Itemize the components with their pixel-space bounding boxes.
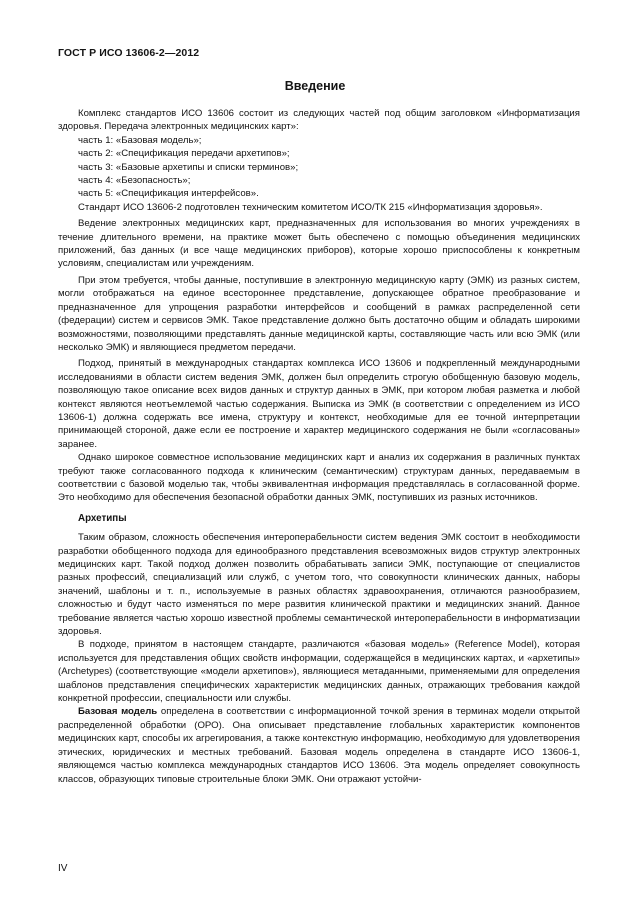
list-item-part-5: часть 5: «Спецификация интерфейсов». bbox=[78, 188, 259, 200]
final-paragraph-text: определена в соответствии с информационной точкой зрения в терминах модели открытой распределенной обработки (ОРО). Она описывает представление глобальных характеристик компонентов медицинских карт, способы их агрегирования, а также контекстную информацию, необходимую для удовлетворения этических, юридических и местных требований. Базовая модель определена в стандарте ИСО 13606-1, являющемся частью комплекса международных стандартов ИСО 13606. Эта модель определяет совокупность классов, образующих типовые строительные блоки ЭМК. Они отражают устойчи- bbox=[58, 706, 580, 785]
paragraph: Стандарт ИСО 13606-2 подготовлен техническим комитетом ИСО/ТК 215 «Информатизация здоровья». bbox=[78, 201, 543, 213]
intro-paragraph: Комплекс стандартов ИСО 13606 состоит из следующих частей под общим заголовком «Информатизация здоровья. Передача электронных медицинских карт»: bbox=[58, 108, 580, 133]
list-item-part-1: часть 1: «Базовая модель»; bbox=[78, 134, 202, 146]
list-item-part-3: часть 3: «Базовые архетипы и списки терминов»; bbox=[78, 161, 299, 173]
section-paragraph: В подходе, принятом в настоящем стандарте, различаются «базовая модель» (Reference Model), которая используется для представления общих свойств информации, содержащейся в медицинских картах, и «архетипы» (Archetypes) (соответствующие «модели архетипов»), являющиеся метаданными, применяемыми для определения шаблонов представления специфических характеристик медицинских данных, отражающих требования каждой конкретной профессии, специальности или службы. bbox=[58, 639, 580, 705]
defined-term: Базовая модель bbox=[78, 706, 158, 718]
list-item-part-4: часть 4: «Безопасность»; bbox=[78, 175, 191, 187]
paragraph: Однако широкое совместное использование медицинских карт и анализ их содержания в различных пунктах требуют также согласованного подхода к клиническим (семантическим) структурам данных, передаваемым в соответствии с базовой моделью так, чтобы эквивалентная информация представлялась в согласованной форме. Это необходимо для обеспечения безопасной обработки данных ЭМК, поступивших из разных источников. bbox=[58, 452, 580, 504]
page-number: IV bbox=[58, 863, 68, 874]
list-item-part-2: часть 2: «Спецификация передачи архетипов»; bbox=[78, 148, 290, 160]
document-body bbox=[58, 107, 580, 786]
standard-header: ГОСТ Р ИСО 13606-2—2012 bbox=[58, 47, 200, 59]
paragraph: Ведение электронных медицинских карт, предназначенных для использования во многих учреждениях в течение длительного времени, на практике может быть обеспечено с помощью объединения медицинских приложений, баз данных (и все чаще медицинских приборов), которые хорошо приспособлены к конкретным условиям, специалистам или учреждениям. bbox=[58, 218, 580, 270]
paragraph: Подход, принятый в международных стандартах комплекса ИСО 13606 и подкрепленный международными исследованиями в области систем ведения ЭМК, должен был определить строгую обобщенную базовую модель, позволяющую такое описание всех видов данных и структур данных в ЭМК, при котором любая разметка и любой контекст являются неотъемлемой частью содержания. Выписка из ЭМК (в соответствии с определением из ИСО 13606-1) должна содержать все имена, структуру и контекст, необходимые для ее точной интерпретации принимающей стороной, даже если ее построение и характер медицинского содержания не были «согласованы» заранее. bbox=[58, 358, 580, 450]
section-paragraph: Таким образом, сложность обеспечения интероперабельности систем ведения ЭМК состоит в необходимости разработки обобщенного подхода для единообразного представления всевозможных видов структур электронных медицинских карт. Такой подход должен позволить обрабатывать записи ЭМК, поступающие от специалистов разных профессий, специализаций или служб, с учетом того, что совокупности клинических данных, наборы значений, шаблоны и т. п., используемые в разных областях здравоохранения, отличаются разнообразием, сложностью и будут часто изменяться по мере развития клинической практики и медицинских знаний. Данное требование является частью хорошо известной проблемы семантической интероперабельности в информатизации здоровья. bbox=[58, 532, 580, 638]
paragraph: При этом требуется, чтобы данные, поступившие в электронную медицинскую карту (ЭМК) из разных систем, могли отображаться на единое всестороннее представление, допускающее обратное преобразование и предназначенное для упрощения разработки интерфейсов и сообщений в рамках распределенной сети (федерации) систем и сервисов ЭМК. Такое представление должно быть достаточно общим и обладать широкими возможностями, позволяющими представлять данные медицинской карты, составляющие часть или всю ЭМК (или несколько ЭМК) и являющиеся предметом передачи. bbox=[58, 274, 580, 353]
page-title: Введение bbox=[284, 79, 346, 93]
section-heading: Архетипы bbox=[78, 512, 127, 524]
final-paragraph bbox=[58, 705, 580, 785]
